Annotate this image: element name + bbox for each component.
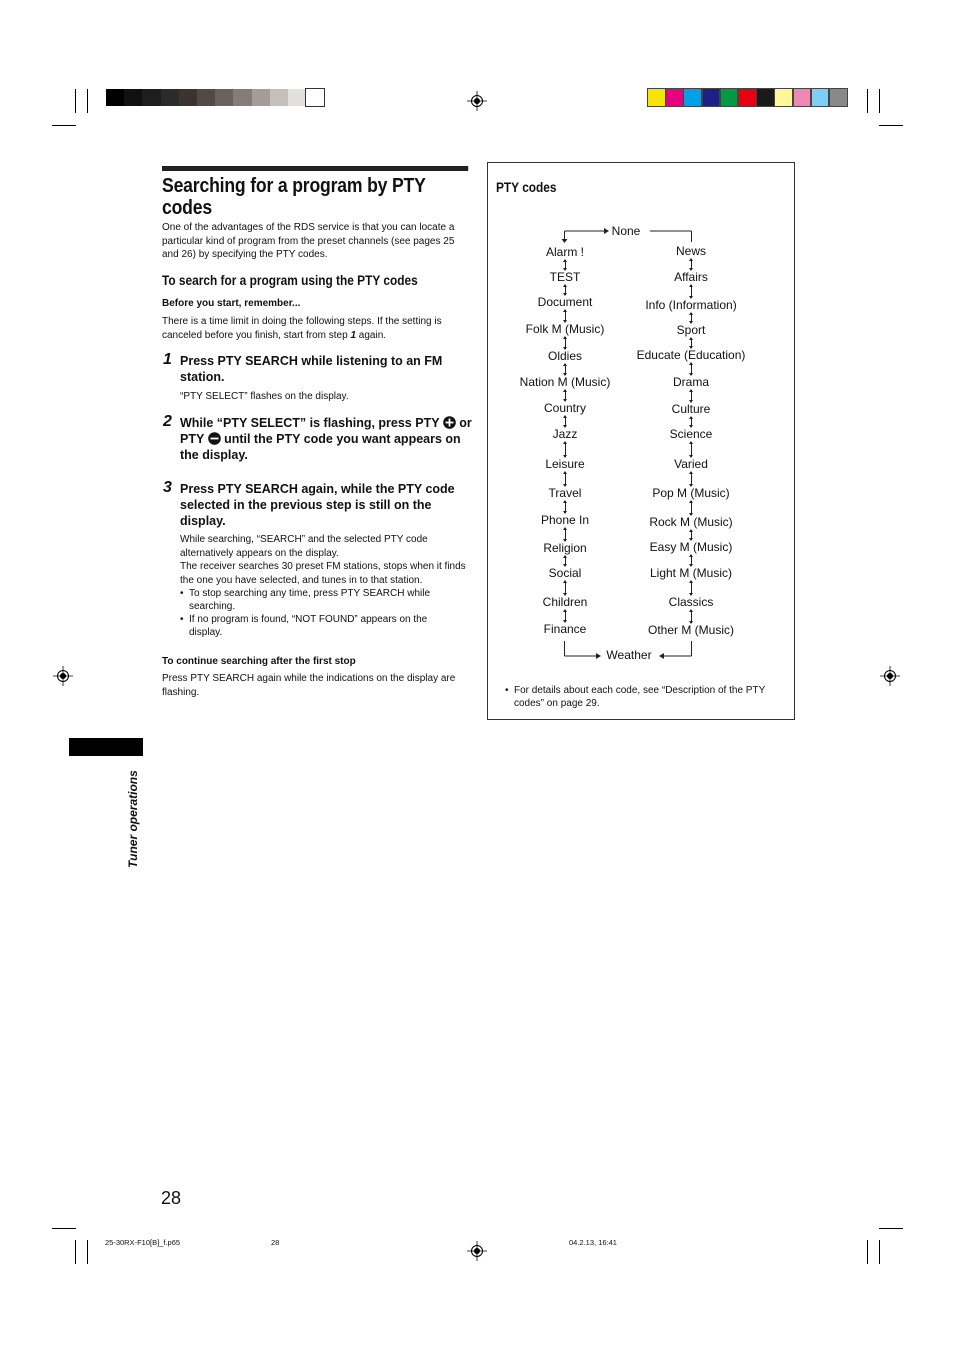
bidirectional-arrow-icon: [691, 472, 692, 486]
crop-mark: [879, 1240, 880, 1264]
pty-code: Varied: [674, 457, 708, 471]
crop-mark: [879, 89, 880, 113]
pty-code: Drama: [672, 375, 710, 389]
bidirectional-arrow-icon: [565, 581, 566, 595]
color-swatch: [812, 89, 829, 106]
bidirectional-arrow-icon: [691, 417, 692, 427]
bullet-marker: •: [180, 614, 184, 625]
continue-heading: To continue searching after the first stop: [162, 656, 356, 667]
pty-code: Affairs: [674, 270, 708, 284]
pty-code: Travel: [548, 486, 582, 500]
pty-code: Oldies: [547, 349, 583, 363]
registration-mark-icon: [53, 666, 73, 686]
color-swatch: [684, 89, 701, 106]
crop-mark: [879, 125, 903, 126]
crop-mark: [52, 1228, 76, 1229]
pty-code: Classics: [668, 595, 714, 609]
step-instruction: While “PTY SELECT” is flashing, press PTY or PTY until the PTY code you want appears on the display.: [180, 416, 472, 462]
bidirectional-arrow-icon: [565, 472, 566, 486]
color-swatch: [142, 89, 160, 106]
pty-box-title: PTY codes: [496, 180, 557, 195]
step-note: “PTY SELECT” flashes on the display.: [180, 391, 349, 402]
pty-code: Educate (Education): [636, 348, 746, 362]
footer-page: 28: [271, 1238, 280, 1247]
pty-code: Culture: [671, 402, 711, 416]
pty-code: Pop M (Music): [652, 486, 730, 500]
bidirectional-arrow-icon: [691, 363, 692, 375]
pty-code: Alarm !: [545, 245, 585, 259]
bullet-marker: •: [180, 588, 184, 599]
continue-paragraph: Press PTY SEARCH again while the indications on the display are flashing.: [162, 673, 456, 698]
pty-code: Sport: [676, 323, 706, 337]
pty-footnote: For details about each code, see “Description of the PTY codes” on page 29.: [514, 685, 766, 709]
bidirectional-arrow-icon: [691, 390, 692, 402]
color-swatch: [288, 89, 306, 106]
bidirectional-arrow-icon: [691, 581, 692, 595]
bidirectional-arrow-icon: [691, 501, 692, 515]
bidirectional-arrow-icon: [565, 390, 566, 401]
footer-file: 25-30RX-F10[B]_f.p65: [105, 1238, 181, 1247]
bullet-text: To stop searching any time, press PTY SEARCH while searching.: [189, 588, 431, 612]
bidirectional-arrow-icon: [691, 313, 692, 323]
bullet-marker: •: [505, 685, 509, 696]
crop-mark: [867, 1240, 868, 1264]
pty-code: Science: [669, 427, 713, 441]
pty-code: Easy M (Music): [649, 540, 733, 554]
pty-loop-connector: [487, 162, 794, 672]
bidirectional-arrow-icon: [565, 310, 566, 322]
registration-mark-icon: [880, 666, 900, 686]
step-instruction: Press PTY SEARCH while listening to an FM station.: [180, 354, 443, 384]
color-swatch: [830, 89, 847, 106]
color-swatch: [739, 89, 756, 106]
bidirectional-arrow-icon: [691, 285, 692, 298]
crop-mark: [75, 89, 76, 113]
pty-code: Jazz: [552, 427, 578, 441]
color-swatch: [775, 89, 792, 106]
color-swatch: [124, 89, 142, 106]
pty-code: Religion: [543, 541, 587, 555]
pty-code: Light M (Music): [649, 566, 733, 580]
color-swatch: [666, 89, 683, 106]
color-swatch: [106, 89, 124, 106]
bidirectional-arrow-icon: [565, 260, 566, 270]
pty-code: TEST: [549, 270, 581, 284]
registration-mark-icon: [467, 1241, 487, 1261]
bidirectional-arrow-icon: [691, 259, 692, 270]
step-note: The receiver searches 30 preset FM stations, stops when it finds the one you have selected, and tunes in to that station.: [180, 561, 466, 586]
footer-date: 04.2.13, 16:41: [569, 1238, 617, 1247]
intro-paragraph: One of the advantages of the RDS service is that you can locate a particular kind of program from the preset channels (see pages 25 and 26) by specifying the PTY codes.: [162, 222, 455, 260]
bidirectional-arrow-icon: [691, 555, 692, 566]
step-number: 3: [163, 479, 172, 496]
pty-code-top: None: [611, 224, 641, 238]
before-paragraph: There is a time limit in doing the following steps. If the setting is canceled before you finish, start from step 1 again.: [162, 316, 442, 341]
bidirectional-arrow-icon: [691, 530, 692, 540]
section-heading: To search for a program using the PTY codes: [162, 273, 418, 288]
page-title: Searching for a program by PTY codes: [162, 166, 468, 219]
pty-code: Other M (Music): [647, 623, 735, 637]
color-swatch: [215, 89, 233, 106]
crop-mark: [87, 89, 88, 113]
bidirectional-arrow-icon: [565, 501, 566, 513]
step-number: 2: [163, 413, 172, 430]
crop-mark: [879, 1228, 903, 1229]
color-swatch: [179, 89, 197, 106]
pty-code: Rock M (Music): [649, 515, 733, 529]
plus-circle-icon: [443, 416, 456, 429]
registration-mark-icon: [467, 91, 487, 111]
pty-code-bottom: Weather: [606, 648, 652, 662]
section-tab: [69, 738, 143, 756]
side-section-label: Tuner operations: [126, 770, 140, 868]
color-swatch: [703, 89, 720, 106]
step-number: 1: [163, 351, 172, 368]
bidirectional-arrow-icon: [565, 610, 566, 622]
pty-code: Leisure: [545, 457, 585, 471]
crop-mark: [87, 1240, 88, 1264]
color-swatch: [270, 89, 288, 106]
pty-code: Info (Information): [645, 298, 737, 312]
bidirectional-arrow-icon: [565, 442, 566, 457]
page-number: 28: [161, 1188, 182, 1208]
pty-code: Document: [537, 295, 593, 309]
color-swatch: [794, 89, 811, 106]
bidirectional-arrow-icon: [691, 610, 692, 623]
crop-mark: [867, 89, 868, 113]
step-note: While searching, “SEARCH” and the selected PTY code alternatively appears on the display.: [180, 534, 428, 559]
pty-code: Nation M (Music): [519, 375, 611, 389]
step-instruction: Press PTY SEARCH again, while the PTY code selected in the previous step is still on the display.: [180, 482, 455, 528]
crop-mark: [75, 1240, 76, 1264]
color-swatch: [648, 89, 665, 106]
bidirectional-arrow-icon: [691, 338, 692, 348]
bidirectional-arrow-icon: [565, 416, 566, 427]
color-swatch: [161, 89, 179, 106]
before-heading: Before you start, remember...: [162, 298, 301, 309]
color-swatch: [306, 89, 324, 106]
bidirectional-arrow-icon: [565, 364, 566, 375]
bidirectional-arrow-icon: [565, 285, 566, 295]
pty-code: Folk M (Music): [525, 322, 605, 336]
minus-circle-icon: [208, 432, 221, 445]
color-swatch: [252, 89, 270, 106]
bullet-text: If no program is found, “NOT FOUND” appears on the display.: [189, 614, 428, 638]
pty-code: News: [675, 244, 707, 258]
pty-code: Finance: [543, 622, 587, 636]
pty-code: Country: [543, 401, 587, 415]
color-swatch: [721, 89, 738, 106]
pty-code: Children: [542, 595, 588, 609]
color-swatch: [233, 89, 251, 106]
pty-code: Social: [548, 566, 582, 580]
pty-code: Phone In: [540, 513, 590, 527]
color-swatch: [197, 89, 215, 106]
bidirectional-arrow-icon: [565, 337, 566, 349]
bidirectional-arrow-icon: [691, 442, 692, 457]
crop-mark: [52, 125, 76, 126]
color-swatch: [757, 89, 774, 106]
bidirectional-arrow-icon: [565, 528, 566, 541]
bidirectional-arrow-icon: [565, 556, 566, 566]
